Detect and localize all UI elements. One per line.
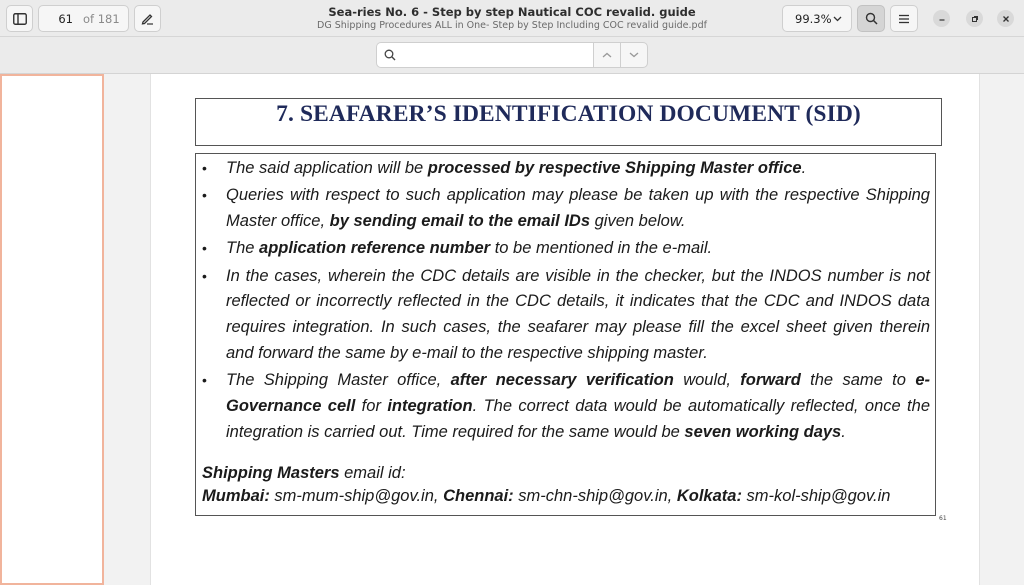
minimize-icon [938,15,946,23]
find-previous-button[interactable] [593,42,621,68]
sidebar-icon [13,13,27,25]
bold-text: integration [387,397,473,416]
page-number-input[interactable]: 61 [58,11,73,26]
window-title-area [300,5,724,32]
annotate-button[interactable] [134,5,161,32]
text-run: . The correct data would be automatically reflected, once the integration is carried out. Time required for the same would be [226,397,930,441]
text-run: to be mentioned in the e-mail. [490,239,713,258]
search-field[interactable] [376,42,593,68]
text-run: . [801,159,807,177]
chevron-down-icon [629,52,639,58]
find-bar [0,38,1024,74]
text-run: given below. [590,212,686,231]
text-run: . [841,422,846,441]
section-heading: 7. SEAFARER’S IDENTIFICATION DOCUMENT (SID) [276,101,861,127]
pen-icon [141,12,154,25]
text-run: The said application will be [226,159,428,177]
email-address: sm-mum-ship@gov.in, [269,487,444,505]
masters-suffix: email id: [339,464,406,482]
bullet-item [196,236,935,262]
section-heading-box [195,98,942,146]
bold-text: processed by respective Shipping Master office [427,159,802,177]
text-run: for [355,397,388,416]
bullet-item [196,156,935,182]
search-icon [865,12,878,25]
text-run: In the cases, wherein the CDC details are visible in the checker, but the INDOS number is not reflected or incorrectly reflected in the CDC details, it indicates that the CDC and INDOS data requires integration. In such cases, the seafarer may please fill the excel sheet given therein and forward the same by e-mail to the respective shipping master. [226,266,930,363]
bullet-item [196,264,935,367]
text-run: would, [673,371,741,390]
email-city: Chennai: [443,487,514,505]
minimize-button[interactable] [933,10,950,27]
chevron-down-icon [833,16,842,22]
search-icon [384,49,396,61]
text-run: The Shipping Master office, [226,371,451,390]
bullet-item [196,183,935,235]
document-title: Sea-ries No. 6 - Step by step Nautical COC revalid. guide [328,5,696,19]
shipping-masters-block [202,462,931,508]
text-run: Queries with respect to such application may please be taken up with the respective Shipping Master office, [226,186,930,231]
restore-button[interactable] [966,10,983,27]
text-run: the same to [800,371,916,390]
pdf-page [150,74,980,585]
find-next-button[interactable] [620,42,648,68]
email-address: sm-kol-ship@gov.in [741,487,891,505]
close-button[interactable] [997,10,1014,27]
close-icon [1002,15,1010,23]
sidebar-toggle-button[interactable] [6,5,33,32]
page-number: 61 [939,515,947,522]
masters-label: Shipping Masters [202,464,340,482]
zoom-level: 99.3% [795,11,832,26]
header-bar [0,0,1024,37]
content-box [195,153,936,516]
document-filename: DG Shipping Procedures ALL in One- Step by Step Including COC revalid guide.pdf [317,20,707,31]
main-menu-button[interactable] [890,5,918,32]
text-run: The [226,239,260,258]
email-city: Kolkata: [676,487,742,505]
zoom-selector[interactable] [782,5,852,32]
masters-heading-line [202,462,931,485]
page-selector[interactable] [38,5,129,32]
bullet-list [196,156,935,447]
chevron-up-icon [602,52,612,58]
bold-text: application reference number [259,239,491,258]
bold-text: after necessary verification [450,371,674,390]
page-total: of 181 [83,11,120,26]
bold-text: forward [740,371,801,390]
bold-text: by sending email to the email IDs [329,212,591,231]
restore-icon [971,15,979,23]
bullet-item [196,368,935,445]
bold-text: e-Governance cell [226,371,930,416]
email-list [202,485,931,508]
bold-text: seven working days [684,422,842,441]
email-address: sm-chn-ship@gov.in, [513,487,677,505]
email-city: Mumbai: [202,487,270,505]
search-input[interactable] [402,45,593,65]
search-toggle-button[interactable] [857,5,885,32]
hamburger-menu-icon [898,14,910,24]
thumbnail-sidebar[interactable] [0,74,104,585]
document-viewer[interactable] [104,74,1024,585]
